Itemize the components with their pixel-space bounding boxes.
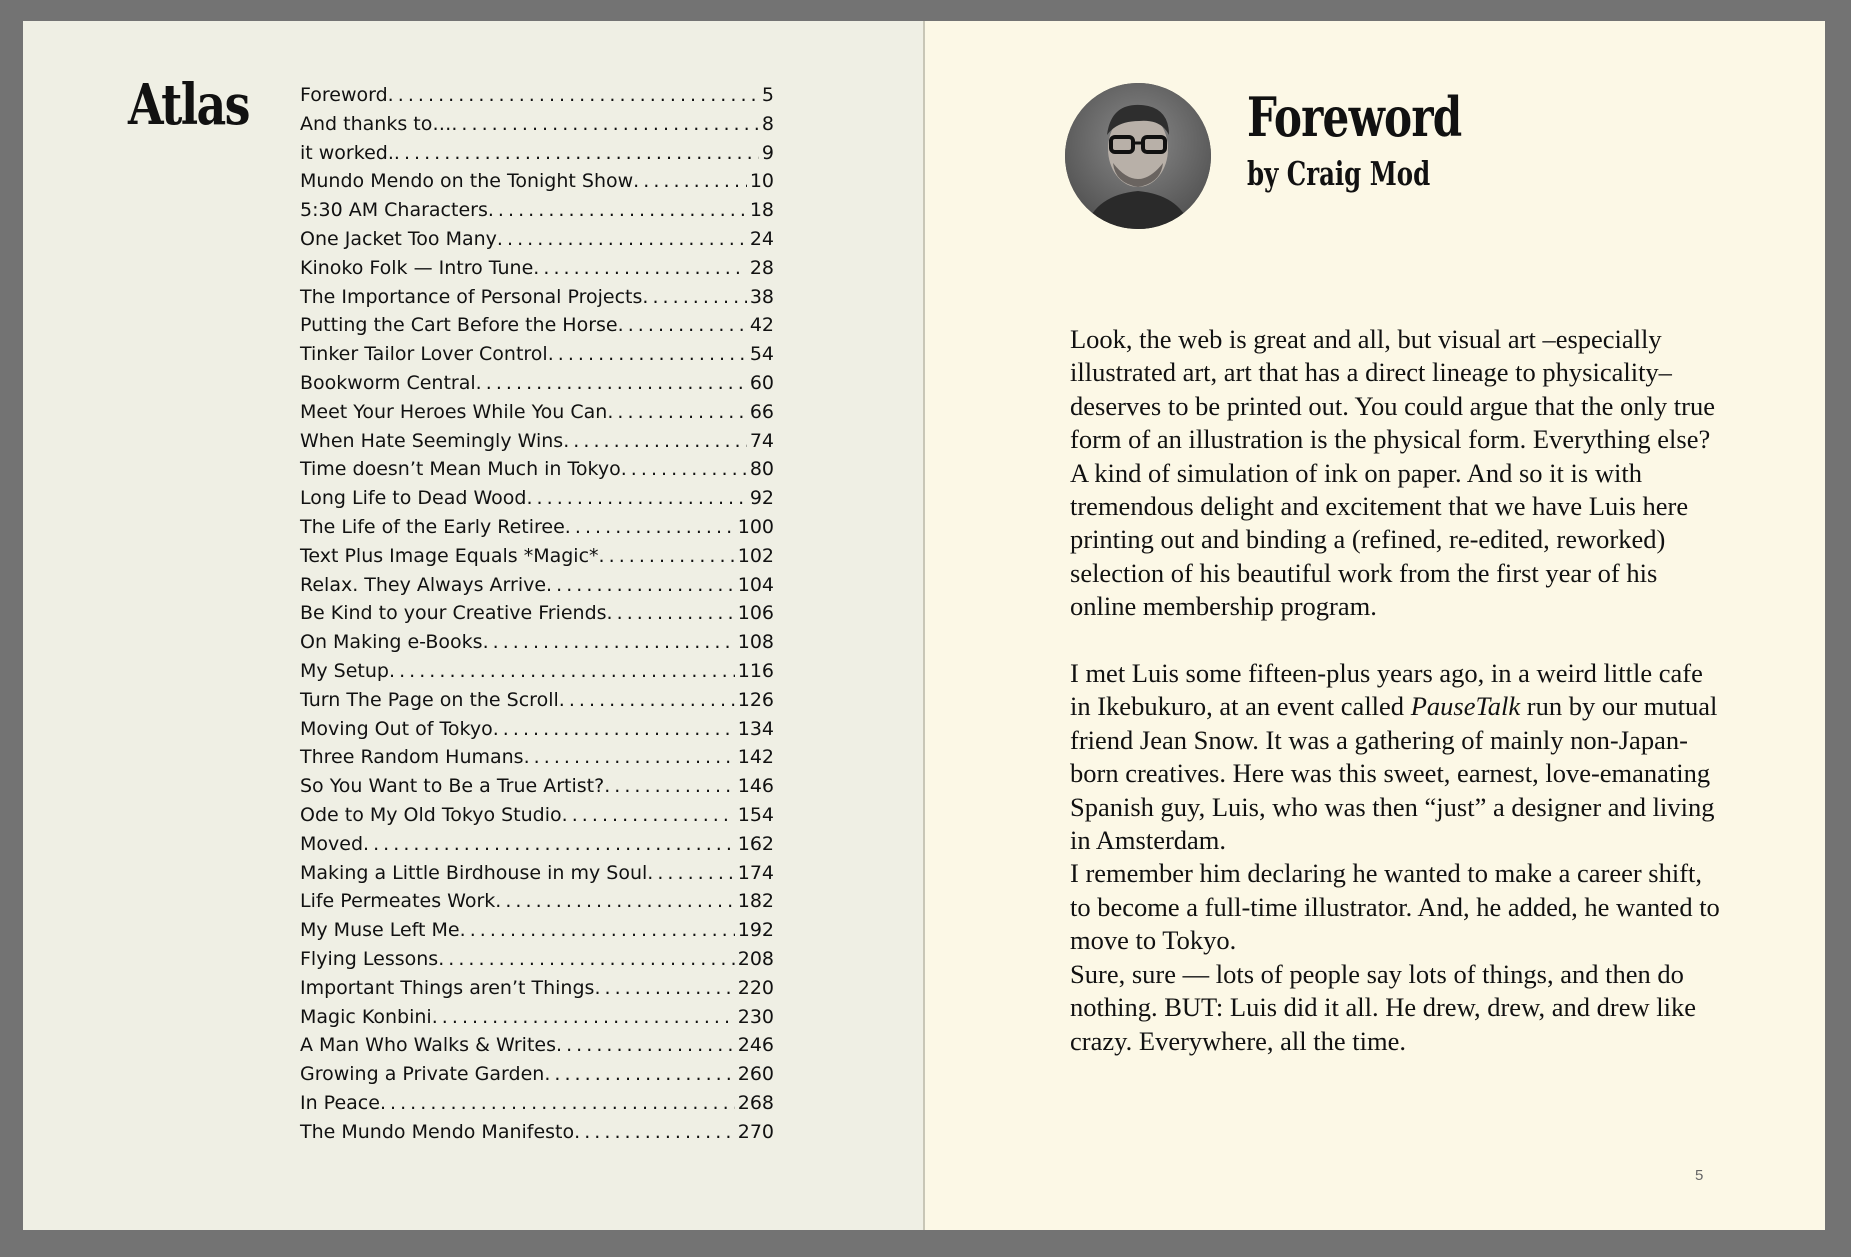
toc-dot-leader (394, 142, 759, 164)
toc-entry-title: Moved (300, 832, 364, 855)
toc-dot-leader (546, 574, 735, 596)
toc-entry-title: Important Things aren’t Things (300, 976, 595, 999)
toc-entry-page: 142 (737, 746, 774, 769)
toc-entry-title: My Muse Left Me (300, 919, 460, 942)
toc-dot-leader (563, 430, 747, 452)
toc-entry (300, 286, 774, 315)
toc-entry (300, 113, 774, 142)
toc-entry-page: 162 (737, 832, 774, 855)
toc-entry-title: A Man Who Walks & Writes (300, 1034, 556, 1057)
toc-dot-leader (559, 689, 735, 711)
toc-entry-title: My Setup (300, 659, 389, 682)
toc-dot-leader (544, 1063, 734, 1085)
toc-entry (300, 862, 774, 891)
toc-entry-page: 260 (737, 1063, 774, 1086)
toc-entry-page: 208 (737, 947, 774, 970)
toc-dot-leader (599, 545, 735, 567)
toc-dot-leader (607, 401, 746, 423)
toc-entry-page: 104 (737, 573, 774, 596)
toc-entry-page: 174 (737, 861, 774, 884)
toc-dot-leader (495, 890, 734, 912)
toc-entry (300, 401, 774, 430)
toc-entry (300, 1006, 774, 1035)
toc-dot-leader (493, 718, 735, 740)
foreword-byline: by Craig Mod (1247, 154, 1431, 193)
toc-entry-title: Tinker Tailor Lover Control (300, 343, 548, 366)
toc-entry-title: Relax. They Always Arrive (300, 573, 547, 596)
toc-dot-leader (524, 746, 735, 768)
toc-entry-title: Flying Lessons (300, 947, 439, 970)
toc-entry-page: 182 (737, 890, 774, 913)
toc-entry (300, 343, 774, 372)
toc-entry (300, 84, 774, 113)
toc-entry-title: Making a Little Birdhouse in my Soul (300, 861, 648, 884)
toc-entry-page: 102 (737, 544, 774, 567)
toc-entry (300, 775, 774, 804)
toc-entry (300, 1121, 774, 1150)
toc-entry-title: The Importance of Personal Projects (300, 285, 643, 308)
toc-entry-page: 80 (749, 458, 774, 481)
toc-dot-leader (389, 660, 735, 682)
paragraph: Look, the web is great and all, but visual art –especially illustrated art, art that has a direct lineage to physicality– deserves to be printed out. You could argue that the only true form of an illustration is the physical form. Everything else? A kind of simulation of ink on paper. And so it is with tremendous delight and excitement that we have Luis here printing out and binding a (refined, re-edited, reworked) selection of his beautiful work from the first year of his online membership program. (1070, 324, 1715, 622)
toc-entry (300, 833, 774, 862)
foreword-title: Foreword (1247, 85, 1462, 149)
toc-entry-page: 270 (737, 1120, 774, 1143)
toc-dot-leader (642, 286, 746, 308)
toc-entry-title: Putting the Cart Before the Horse (300, 314, 618, 337)
toc-entry-title: Long Life to Dead Wood (300, 487, 527, 510)
toc-entry-title: it worked. (300, 141, 394, 164)
toc-entry-title: Bookworm Central (300, 371, 476, 394)
toc-entry (300, 919, 774, 948)
toc-entry-title: Magic Konbini (300, 1005, 432, 1028)
toc-dot-leader (548, 343, 747, 365)
toc-dot-leader (460, 919, 735, 941)
toc-entry-title: So You Want to Be a True Artist? (300, 775, 605, 798)
toc-entry-page: 54 (749, 343, 774, 366)
foreword-body (1070, 323, 1720, 1058)
toc-entry-page: 5 (761, 84, 774, 106)
toc-entry-page: 42 (749, 314, 774, 337)
toc-entry (300, 516, 774, 545)
toc-dot-leader (594, 977, 734, 999)
toc-dot-leader (574, 1121, 735, 1143)
toc-entry-title: Be Kind to your Creative Friends (300, 602, 607, 625)
toc-entry-page: 220 (737, 976, 774, 999)
toc-dot-leader (618, 314, 747, 336)
toc-entry (300, 977, 774, 1006)
toc-entry-page: 100 (737, 515, 774, 538)
toc-dot-leader (604, 775, 735, 797)
toc-entry-title: The Life of the Early Retiree (300, 515, 565, 538)
toc-entry-title: Foreword (300, 84, 388, 106)
toc-entry-page: 66 (749, 400, 774, 423)
toc-dot-leader (451, 113, 759, 135)
toc-entry-page: 134 (737, 717, 774, 740)
toc-entry (300, 718, 774, 747)
toc-dot-leader (483, 631, 735, 653)
toc-entry-page: 24 (749, 227, 774, 250)
toc-entry (300, 660, 774, 689)
toc-entry (300, 1063, 774, 1092)
toc-dot-leader (526, 487, 746, 509)
toc-entry (300, 890, 774, 919)
toc-entry-page: 9 (761, 141, 774, 164)
toc-dot-leader (380, 1092, 735, 1114)
toc-entry (300, 228, 774, 257)
toc-entry (300, 1034, 774, 1063)
toc-entry-title: Text Plus Image Equals *Magic* (300, 544, 599, 567)
toc-entry-title: Moving Out of Tokyo (300, 717, 493, 740)
toc-entry-page: 154 (737, 803, 774, 826)
toc-entry-page: 268 (737, 1091, 774, 1114)
toc-dot-leader (633, 170, 747, 192)
toc-entry (300, 458, 774, 487)
toc-entry-page: 28 (749, 256, 774, 279)
toc-entry-title: Mundo Mendo on the Tonight Show (300, 170, 634, 193)
table-of-contents (300, 84, 774, 1149)
toc-dot-leader (647, 862, 734, 884)
author-portrait (1065, 83, 1211, 229)
toc-entry (300, 1092, 774, 1121)
toc-dot-leader (556, 1034, 735, 1056)
toc-entry (300, 948, 774, 977)
toc-entry-title: Life Permeates Work (300, 890, 496, 913)
toc-entry (300, 804, 774, 833)
toc-entry-title: On Making e-Books (300, 631, 483, 654)
toc-dot-leader (363, 833, 735, 855)
paragraph: I remember him declaring he wanted to make a career shift, to become a full-time illustrator. And, he added, he wanted to move to Tokyo. (1070, 858, 1720, 956)
toc-dot-leader (432, 1006, 735, 1028)
toc-dot-leader (621, 458, 747, 480)
toc-entry (300, 257, 774, 286)
toc-dot-leader (488, 199, 747, 221)
toc-entry-title: One Jacket Too Many (300, 227, 497, 250)
toc-entry-page: 126 (737, 688, 774, 711)
toc-entry (300, 545, 774, 574)
toc-dot-leader (388, 84, 759, 106)
toc-entry (300, 430, 774, 459)
toc-entry-title: Growing a Private Garden (300, 1063, 545, 1086)
toc-entry (300, 170, 774, 199)
toc-dot-leader (497, 228, 747, 250)
toc-entry-title: When Hate Seemingly Wins (300, 429, 564, 452)
toc-entry (300, 746, 774, 775)
toc-entry-title: In Peace (300, 1091, 380, 1114)
toc-entry-title: Ode to My Old Tokyo Studio (300, 803, 562, 826)
paragraph (1070, 657, 1720, 857)
toc-entry-page: 74 (749, 429, 774, 452)
toc-dot-leader (562, 804, 735, 826)
toc-entry-title: The Mundo Mendo Manifesto (300, 1120, 575, 1143)
toc-entry-title: Turn The Page on the Scroll (300, 688, 559, 711)
toc-entry-title: Time doesn’t Mean Much in Tokyo (300, 458, 621, 481)
toc-entry (300, 574, 774, 603)
toc-entry-title: Meet Your Heroes While You Can (300, 400, 608, 423)
toc-dot-leader (607, 602, 735, 624)
toc-entry-page: 108 (737, 631, 774, 654)
toc-entry (300, 142, 774, 171)
event-name: PauseTalk (1410, 691, 1521, 722)
toc-entry-title: Kinoko Folk — Intro Tune (300, 256, 534, 279)
toc-entry-page: 8 (761, 112, 774, 135)
toc-entry-page: 92 (749, 487, 774, 510)
toc-entry (300, 689, 774, 718)
toc-dot-leader (476, 372, 747, 394)
toc-entry (300, 487, 774, 516)
toc-entry-page: 60 (749, 371, 774, 394)
toc-entry-page: 116 (737, 659, 774, 682)
toc-entry (300, 631, 774, 660)
portrait-image (1065, 83, 1211, 229)
toc-entry-title: 5:30 AM Characters (300, 199, 488, 222)
toc-dot-leader (565, 516, 735, 538)
toc-entry (300, 602, 774, 631)
paragraph-text: run by our mutual friend Jean Snow. It was a gathering of mainly non-Japan-born creatives. Here was this sweet, earnest, love-emanating Spanish guy, Luis, who was then “just” a designer and living in Amsterdam. (1070, 691, 1718, 856)
toc-entry-page: 18 (749, 199, 774, 222)
toc-entry-title: And thanks to… (300, 112, 452, 135)
paragraph-text: I met Luis some fifteen-plus years ago, in a weird little cafe in Ikebukuro, at an event called (1070, 658, 1703, 722)
toc-entry-page: 38 (749, 285, 774, 308)
contents-title: Atlas (128, 72, 249, 138)
toc-entry-page: 192 (737, 919, 774, 942)
page-number: 5 (1695, 1167, 1704, 1184)
toc-entry-page: 246 (737, 1034, 774, 1057)
toc-entry-page: 10 (749, 170, 774, 193)
toc-dot-leader (438, 948, 735, 970)
toc-dot-leader (533, 257, 747, 279)
toc-entry (300, 199, 774, 228)
toc-entry-page: 230 (737, 1005, 774, 1028)
toc-entry-title: Three Random Humans (300, 746, 524, 769)
toc-entry-page: 146 (737, 775, 774, 798)
toc-entry (300, 314, 774, 343)
toc-entry-page: 106 (737, 602, 774, 625)
toc-entry (300, 372, 774, 401)
paragraph: Sure, sure — lots of people say lots of things, and then do nothing. BUT: Luis did it all. He drew, drew, and drew like crazy. Everywhere, all the time. (1070, 958, 1696, 1056)
